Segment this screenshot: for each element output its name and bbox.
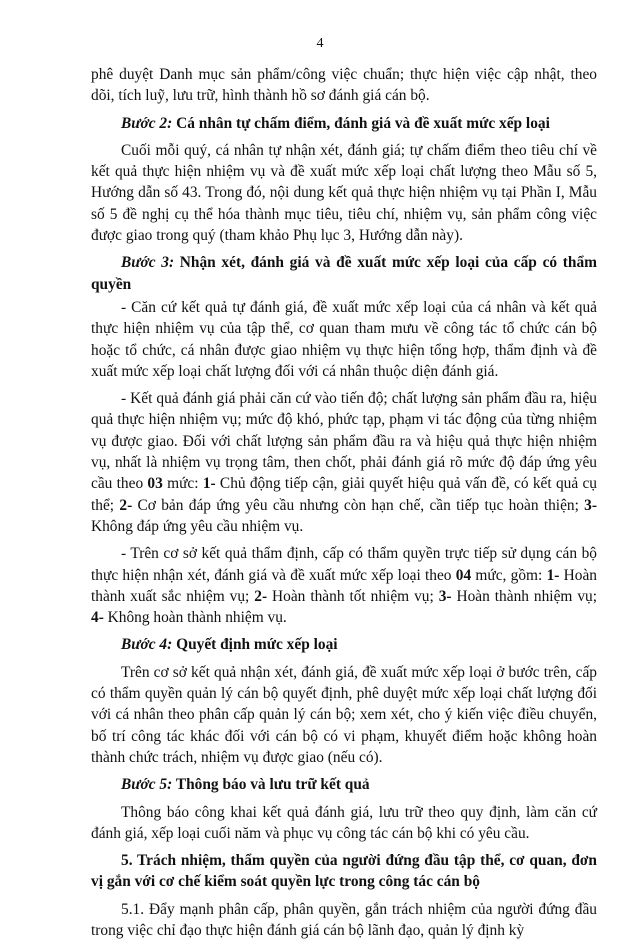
step-2-heading (91, 113, 597, 134)
text-run-bold: 3- (438, 587, 452, 605)
text-run-bold: 4- (91, 609, 104, 627)
step-3-title: Nhận xét, đánh giá và đề xuất mức xếp loại của cấp có thẩm quyền (91, 254, 597, 293)
step-3-heading (91, 252, 597, 295)
step-2-title: Cá nhân tự chấm điểm, đánh giá và đề xuất mức xếp loại (172, 114, 550, 132)
text-run: Không đáp ứng yêu cầu nhiệm vụ. (91, 517, 304, 535)
text-run-bold: 1- (546, 566, 560, 584)
text-run: Cơ bản đáp ứng yêu cầu nhưng còn hạn chế, cần tiếp tục hoàn thiện; (132, 496, 585, 514)
paragraph-rating-levels (91, 543, 597, 628)
document-body (91, 64, 597, 947)
step-4-heading (91, 634, 597, 655)
paragraph-continuation: phê duyệt Danh mục sản phẩm/công việc chuẩn; thực hiện việc cập nhật, theo dõi, tích luỹ, lưu trữ, hình thành hồ sơ đánh giá cán bộ. (91, 66, 597, 105)
step-4-label: Bước 4: (121, 636, 173, 654)
paragraph-5-1: 5.1. Đẩy mạnh phân cấp, phân quyền, gắn trách nhiệm của người đứng đầu trong việc chỉ đạo thực hiện đánh giá cán bộ lãnh đạo, quản lý định kỳ (91, 900, 597, 939)
step-4-title: Quyết định mức xếp loại (172, 636, 338, 654)
text-run-bold: 03 (147, 475, 163, 493)
step-5-label: Bước 5: (121, 776, 173, 794)
text-run-bold: 3- (584, 496, 597, 514)
section-5-heading: 5. Trách nhiệm, thẩm quyền của người đứng đầu tập thể, cơ quan, đơn vị gắn với cơ chế kiểm soát quyền lực trong công tác cán bộ (91, 852, 597, 891)
paragraph-appraisal: - Căn cứ kết quả tự đánh giá, đề xuất mức xếp loại của cá nhân và kết quả thực hiện nhiệm vụ của tập thể, cơ quan tham mưu về công tác tổ chức cán bộ hoặc tổ chức, cá nhân được giao nhiệm vụ thực hiện tổng hợp, thẩm định và đề xuất mức xếp loại chất lượng đối với cá nhân thuộc diện đánh giá. (91, 298, 597, 380)
text-run-bold: 1- (202, 475, 216, 493)
text-run: Hoàn thành tốt nhiệm vụ; (267, 587, 439, 605)
paragraph-self-assessment: Cuối mỗi quý, cá nhân tự nhận xét, đánh giá; tự chấm điểm theo tiêu chí về kết quả thực hiện nhiệm vụ và đề xuất mức xếp loại chất lượng theo Mẫu số 5, Hướng dẫn số 43. Trong đó, nội dung kết quả thực hiện nhiệm vụ tại Phần I, Mẫu số 5 đề nghị cụ thể hóa thành mục tiêu, tiêu chí, nhiệm vụ, sản phẩm công việc được giao trong quý (tham khảo Phụ lục 3, Hướng dẫn này). (91, 141, 597, 245)
page-number: 4 (316, 36, 324, 51)
text-run: Hoàn thành xuất sắc nhiệm vụ; (91, 566, 597, 605)
paragraph-evaluation-criteria (91, 388, 597, 537)
step-5-heading (91, 774, 597, 795)
text-run: - Kết quả đánh giá phải căn cứ vào tiến độ; chất lượng sản phẩm đầu ra, hiệu quả thực hiện nhiệm vụ; mức độ khó, phức tạp, phạm vi tác động của từng nhiệm vụ được giao. Đối với chất lượng sản phẩm đầu ra và hiệu quả thực hiện nhiệm vụ, nhất là nhiệm vụ trọng tâm, then chốt, phải đánh giá rõ mức độ đáp ứng yêu cầu theo (91, 390, 597, 493)
text-run: Hoàn thành nhiệm vụ; (451, 587, 598, 605)
paragraph-announcement: Thông báo công khai kết quả đánh giá, lưu trữ theo quy định, làm căn cứ đánh giá, xếp loại cuối năm và phục vụ công tác cán bộ khi có yêu cầu. (91, 803, 597, 842)
text-run: mức: (162, 475, 203, 493)
step-2-label: Bước 2: (121, 114, 173, 132)
text-run-bold: 04 (455, 566, 472, 584)
step-3-label: Bước 3: (121, 254, 175, 272)
step-5-title: Thông báo và lưu trữ kết quả (172, 776, 370, 794)
text-run-bold: 2- (119, 496, 133, 514)
text-run: Không hoàn thành nhiệm vụ. (103, 609, 287, 627)
text-run: mức, gồm: (471, 566, 547, 584)
text-run: - Trên cơ sở kết quả thẩm định, cấp có thẩm quyền trực tiếp sử dụng cán bộ thực hiện nhận xét, đánh giá và đề xuất mức xếp loại theo (91, 545, 597, 584)
text-run-bold: 2- (254, 587, 268, 605)
paragraph-decision: Trên cơ sở kết quả nhận xét, đánh giá, đề xuất mức xếp loại ở bước trên, cấp có thẩm quyền quản lý cán bộ quyết định, phê duyệt mức xếp loại chất lượng đối với cá nhân theo phân cấp quản lý cán bộ; xem xét, cho ý kiến việc điều chuyển, bố trí công tác khác đối với cán bộ có vi phạm, khuyết điểm hoặc không hoàn thành chức trách, nhiệm vụ được giao (nếu có). (91, 663, 597, 766)
text-run: Chủ động tiếp cận, giải quyết hiệu quả vấn đề, có kết quả cụ thể; (91, 475, 597, 514)
